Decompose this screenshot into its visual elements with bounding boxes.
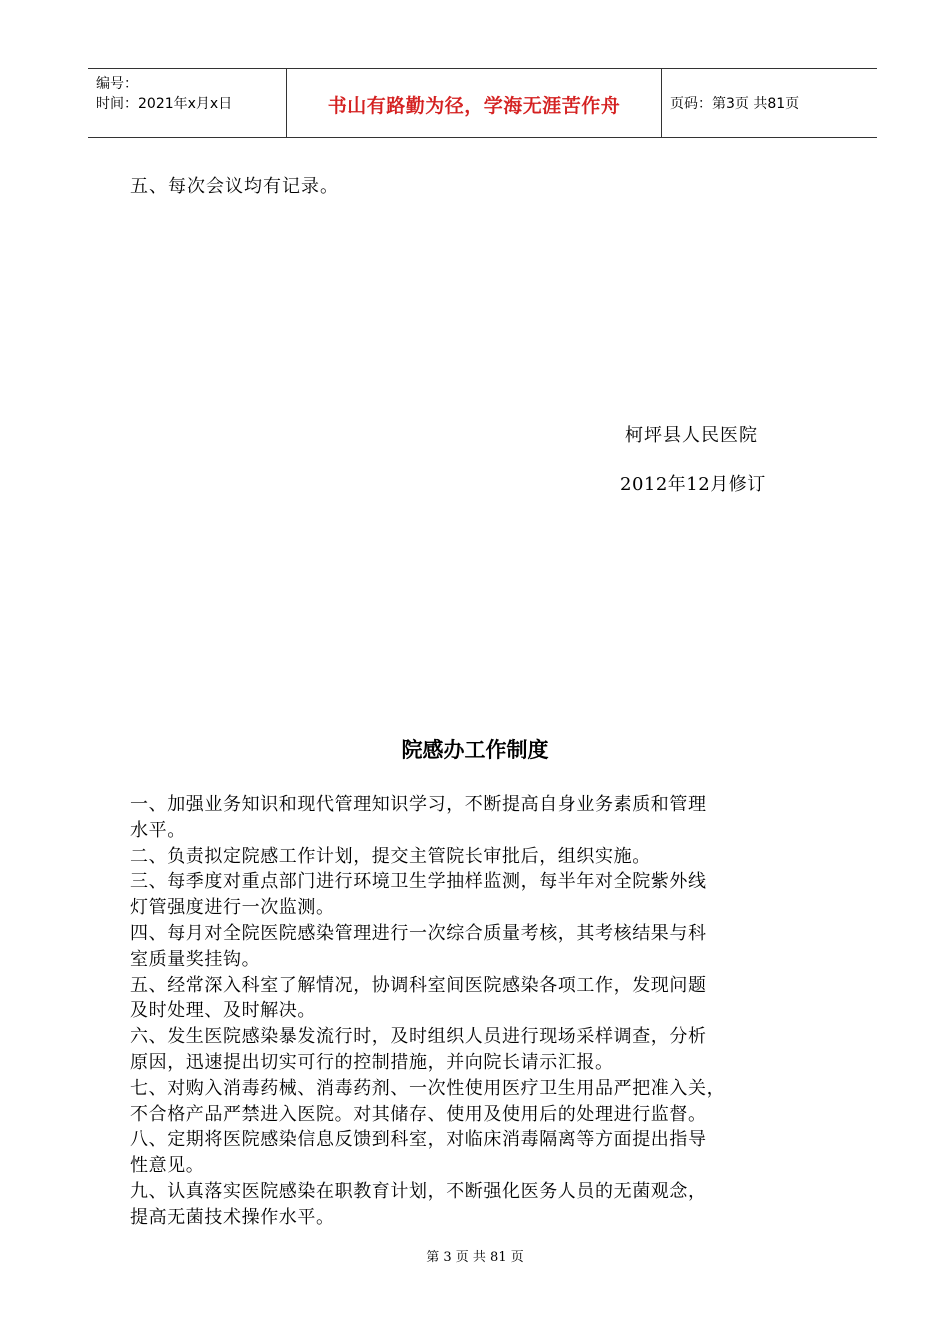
revision-date: 2012年12月修订	[620, 474, 766, 495]
organization-name: 柯坪县人民医院	[625, 425, 758, 446]
text-line: 性意见。	[130, 1155, 205, 1177]
text-line: 及时处理、及时解决。	[130, 1000, 316, 1022]
text-line: 五、经常深入科室了解情况，协调科室间医院感染各项工作，发现问题	[130, 974, 707, 996]
regulation-body	[130, 792, 830, 1231]
text-line: 七、对购入消毒药械、消毒药剂、一次性使用医疗卫生用品严把准入关，	[130, 1077, 726, 1099]
text-line: 八、定期将医院感染信息反馈到科室，对临床消毒隔离等方面提出指导	[130, 1129, 707, 1151]
number-label: 编号：	[96, 76, 138, 92]
header-meta-cell	[88, 69, 287, 137]
text-line: 提高无菌技术操作水平。	[130, 1206, 335, 1228]
page-footer: 第 3 页 共 81 页	[426, 1250, 524, 1265]
text-line: 四、每月对全院医院感染管理进行一次综合质量考核，其考核结果与科	[130, 922, 707, 944]
text-line: 六、发生医院感染暴发流行时，及时组织人员进行现场采样调查，分析	[130, 1026, 707, 1048]
header-motto-cell	[287, 69, 662, 137]
text-line: 原因，迅速提出切实可行的控制措施，并向院长请示汇报。	[130, 1051, 614, 1073]
doc-title: 院感办工作制度	[401, 738, 549, 762]
text-line: 室质量奖挂钩。	[130, 948, 261, 970]
text-line: 灯管强度进行一次监测。	[130, 897, 335, 919]
last-item-text: 五、每次会议均有记录。	[130, 176, 339, 197]
text-line: 不合格产品严禁进入医院。对其储存、使用及使用后的处理进行监督。	[130, 1103, 707, 1125]
motto-text: 书山有路勤为径，学海无涯苦作舟	[327, 95, 621, 117]
text-line: 三、每季度对重点部门进行环境卫生学抽样监测，每半年对全院紫外线	[130, 871, 707, 893]
page-header	[88, 68, 877, 138]
time-label: 时间：2021年x月x日	[96, 96, 233, 112]
header-page-cell	[662, 69, 877, 137]
text-line: 九、认真落实医院感染在职教育计划，不断强化医务人员的无菌观念，	[130, 1180, 707, 1202]
text-line: 水平。	[130, 819, 186, 841]
text-line: 一、加强业务知识和现代管理知识学习，不断提高自身业务素质和管理	[130, 794, 707, 815]
page-info: 页码：第3页 共81页	[670, 96, 800, 112]
text-line: 二、负责拟定院感工作计划，提交主管院长审批后，组织实施。	[130, 845, 651, 867]
